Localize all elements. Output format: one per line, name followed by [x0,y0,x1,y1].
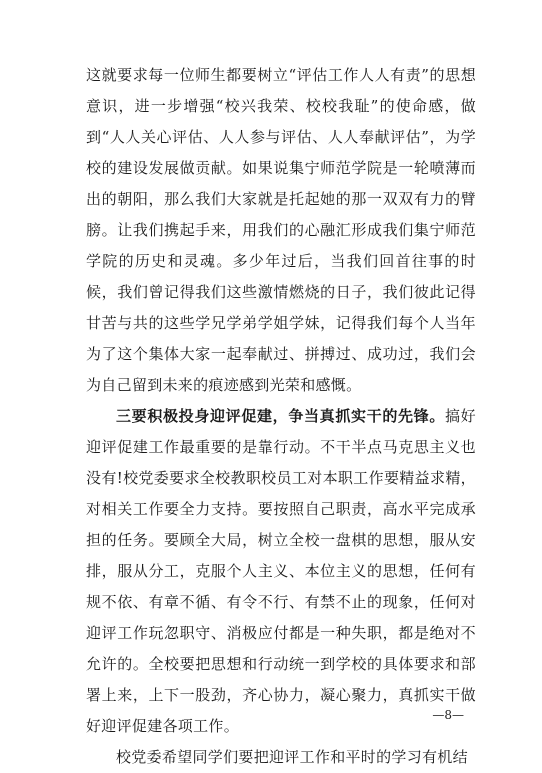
document-body [86,60,476,773]
paragraph-evaluation-responsibility: 这就要求每一位师生都要树立“评估工作人人有责”的思想意识，进一步增强“校兴我荣、校校我耻”的使命感，做到“人人关心评估、人人参与评估、人人奉献评估”，为学校的建设发展做贡献。如果说集宁师范学院是一轮喷薄而出的朝阳，那么我们大家就是托起她的那一双双有力的臂膀。让我们携起手来，用我们的心融汇形成我们集宁师范学院的历史和灵魂。多少年过后，当我们回首往事的时候，我们曾记得我们这些激情燃烧的日子，我们彼此记得甘苦与共的这些学兄学弟学姐学妹，记得我们每个人当年为了这个集体大家一起奉献过、拼搏过、成功过，我们会为自己留到未来的痕迹感到光荣和感慨。 [86,66,476,394]
paragraph-body: 搞好迎评促建工作最重要的是靠行动。不干半点马克思主义也没有!校党委要求全校教职校员工对本职工作要精益求精，对相关工作要全力支持。要按照自己职责，高水平完成承担的任务。要顾全大局，树立全校一盘棋的思想，服从安排，服从分工，克服个人主义、本位主义的思想，任何有规不依、有章不循、有令不行、有禁不止的现象，任何对迎评工作玩忽职守、消极应付都是一种失职，都是绝对不允许的。全校要把思想和行动统一到学校的具体要求和部署上来，上下一股劲，齐心协力，凝心聚力，真抓实干做好迎评促建各项工作。 [86,407,476,735]
page-number: —8— [432,708,464,722]
paragraph-student-hope: 校党委希望同学们要把迎评工作和平时的学习有机结 [116,748,468,766]
paragraph-action-vanguard [86,401,476,742]
paragraph-heading: 三要积极投身迎评促建，争当真抓实干的先锋。 [116,407,446,425]
